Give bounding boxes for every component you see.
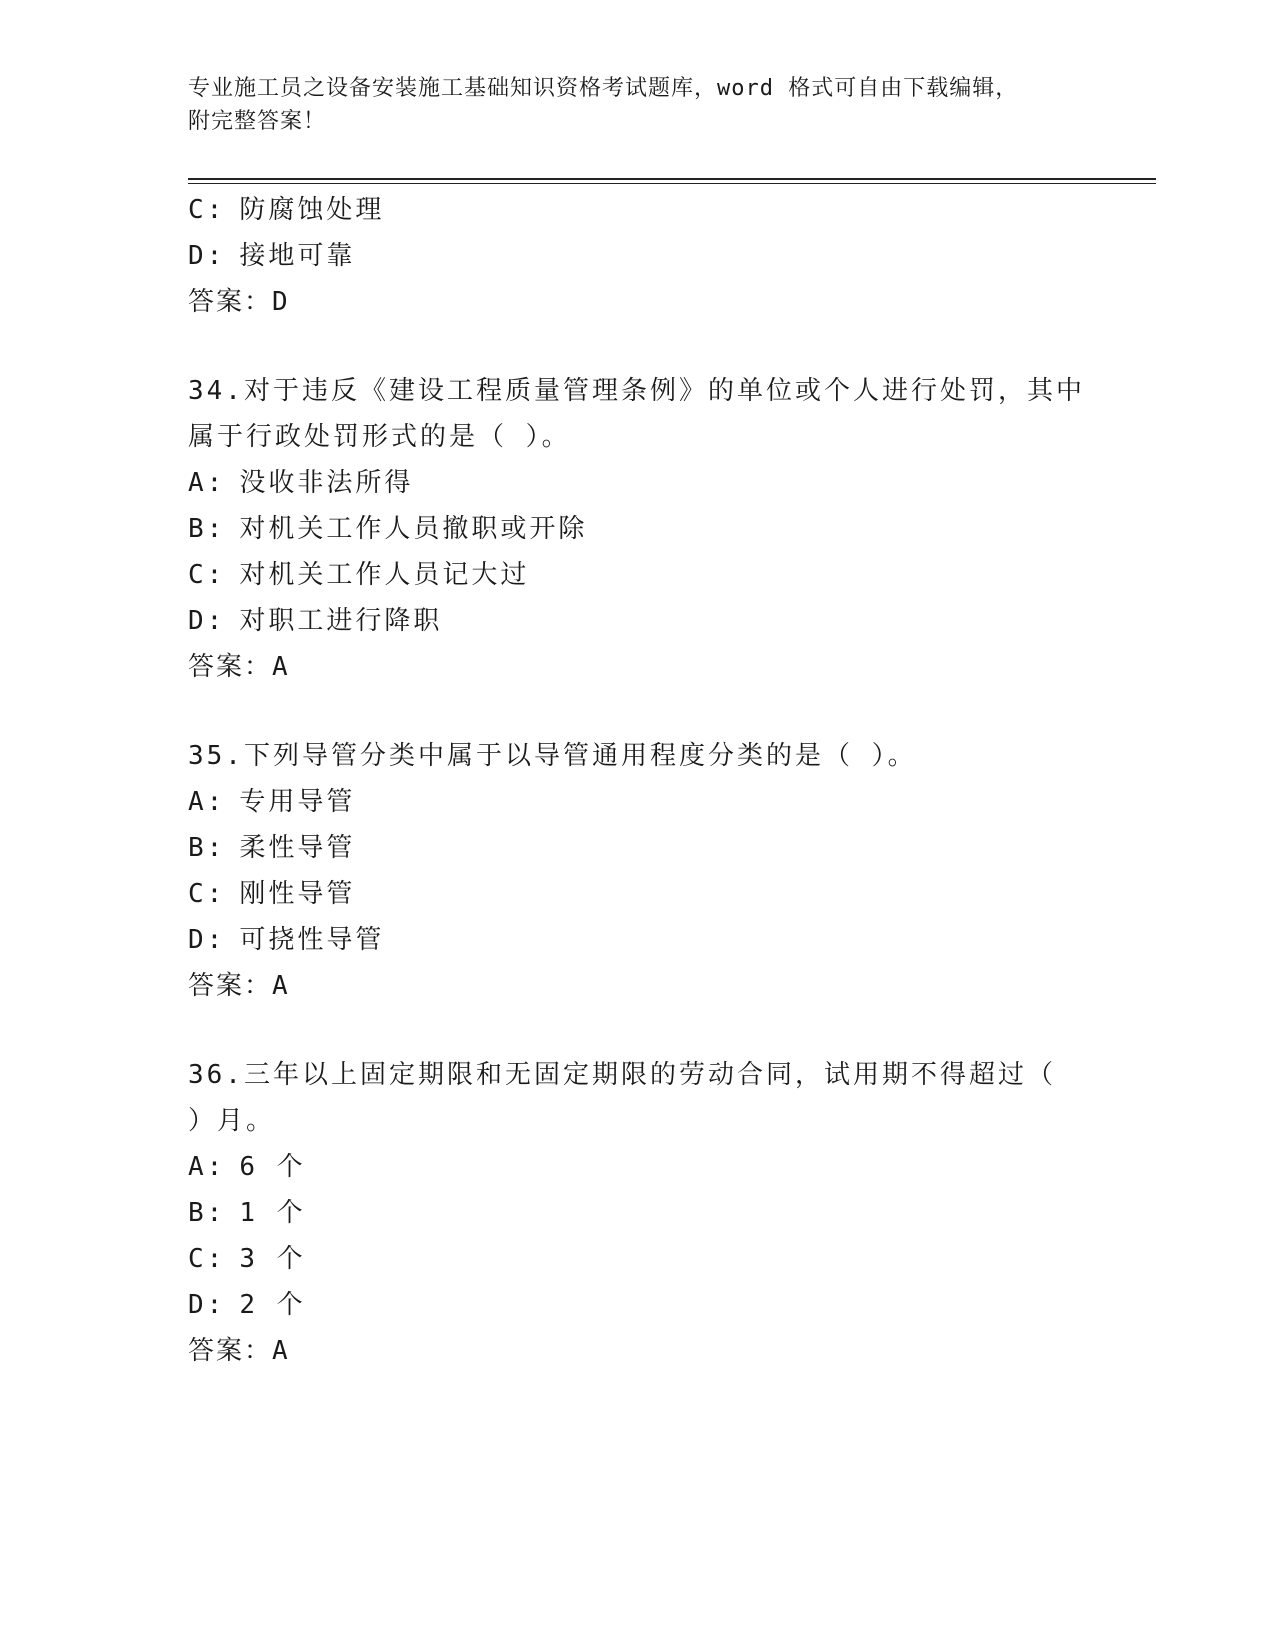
option-text: 对机关工作人员撤职或开除 [239,514,588,544]
option-a [188,779,1088,825]
question-text: 34.对于违反《建设工程质量管理条例》的单位或个人进行处罚，其中属于行政处罚形式的是（ ）。 [188,376,1085,452]
option-text: 对机关工作人员记大过 [239,560,530,590]
option-key: C: [188,560,226,590]
option-key: D: [188,1290,226,1320]
option-key: B: [188,514,226,544]
header-divider-thin [188,183,1156,184]
option-text: 接地可靠 [239,241,356,271]
option-c [188,1236,1088,1282]
header-title-line-2: 附完整答案！ [188,109,327,134]
option-text: 专用导管 [239,787,356,817]
option-d [188,917,1088,963]
option-b [188,1190,1088,1236]
option-text: 6 个 [239,1152,306,1182]
spacer [188,325,1088,368]
option-text: 没收非法所得 [239,468,414,498]
answer: 答案：A [188,1336,290,1366]
question-35 [188,733,1088,1009]
option-text: 柔性导管 [239,833,356,863]
option-c [188,552,1088,598]
question-text: 35.下列导管分类中属于以导管通用程度分类的是（ ）。 [188,741,917,771]
option-key: D: [188,606,226,636]
option-c [188,871,1088,917]
option-d [188,1282,1088,1328]
option-key: B: [188,833,226,863]
option-key: D: [188,241,226,271]
option-a [188,1144,1088,1190]
header-title-line-1: 专业施工员之设备安装施工基础知识资格考试题库，word 格式可自由下载编辑， [188,76,1019,101]
question-36 [188,1052,1088,1374]
question-list [188,187,1088,1374]
answer: 答案：A [188,971,290,1001]
option-text: 防腐蚀处理 [239,195,385,225]
option-text: 对职工进行降职 [239,606,443,636]
option-text: 刚性导管 [239,879,356,909]
option-key: C: [188,879,226,909]
option-key: C: [188,195,226,225]
question-text: 36.三年以上固定期限和无固定期限的劳动合同，试用期不得超过（ ）月。 [188,1060,1056,1136]
option-b [188,825,1088,871]
document-header [188,72,1088,138]
option-d [188,233,1088,279]
option-a [188,460,1088,506]
option-c [188,187,1088,233]
question-34 [188,368,1088,690]
header-divider-thick [188,178,1156,180]
answer: 答案：D [188,287,290,317]
spacer [188,1009,1088,1052]
option-text: 1 个 [239,1198,306,1228]
option-text: 可挠性导管 [239,925,385,955]
option-key: B: [188,1198,226,1228]
option-d [188,598,1088,644]
option-key: C: [188,1244,226,1274]
spacer [188,690,1088,733]
option-b [188,506,1088,552]
option-text: 3 个 [239,1244,306,1274]
option-key: A: [188,787,226,817]
prev-question-tail [188,187,1088,325]
option-key: A: [188,468,226,498]
option-key: D: [188,925,226,955]
option-key: A: [188,1152,226,1182]
option-text: 2 个 [239,1290,306,1320]
answer: 答案：A [188,652,290,682]
